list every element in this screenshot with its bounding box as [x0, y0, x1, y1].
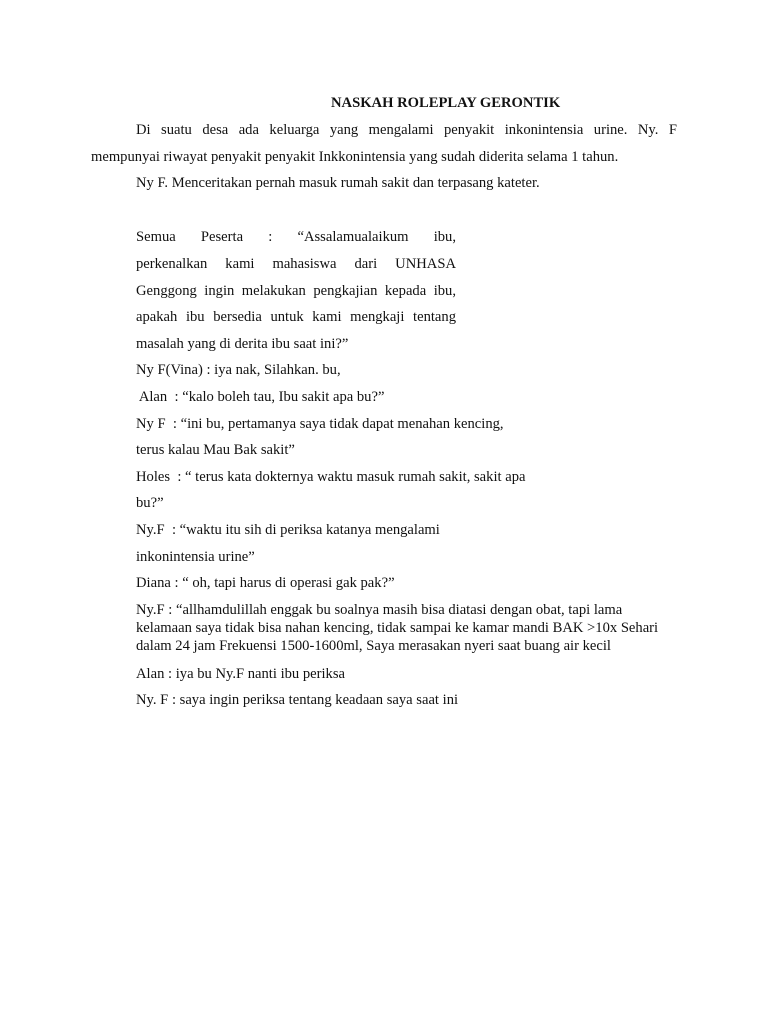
- page-title: NASKAH ROLEPLAY GERONTIK: [331, 95, 561, 111]
- dialogue-nyf-3: Ny.F : “allhamdulillah enggak bu soalnya masih bisa diatasi dengan obat, tapi lama kelamaan saya tidak bisa nahan kencing, tidak sampai ke kamar mandi BAK >10x Sehari dalam 24 jam Frekuensi 1500-1600ml, Saya merasakan nyeri saat buang air kecil: [136, 602, 659, 654]
- dialogue-semua-line-4: apakah ibu bersedia untuk kami mengkaji tentang: [136, 309, 456, 325]
- dialogue-semua-line-3: Genggong ingin melakukan pengkajian kepada ibu,: [136, 283, 456, 299]
- intro-line-1: Di suatu desa ada keluarga yang mengalami penyakit inkonintensia urine. Ny. F: [136, 122, 677, 138]
- dialogue-holes-line-1: Holes : “ terus kata dokternya waktu masuk rumah sakit, sakit apa: [136, 469, 526, 485]
- dialogue-nyf-1-line-1: Ny F : “ini bu, pertamanya saya tidak dapat menahan kencing,: [136, 416, 504, 432]
- intro-line-2: mempunyai riwayat penyakit penyakit Inkkonintensia yang sudah diderita selama 1 tahun.: [91, 149, 619, 165]
- intro-line-3: Ny F. Menceritakan pernah masuk rumah sakit dan terpasang kateter.: [136, 175, 540, 191]
- dialogue-semua-line-5: masalah yang di derita ibu saat ini?”: [136, 336, 349, 352]
- dialogue-alan-2: Alan : iya bu Ny.F nanti ibu periksa: [136, 666, 346, 682]
- dialogue-diana: Diana : “ oh, tapi harus di operasi gak pak?”: [136, 575, 395, 591]
- dialogue-nyf-2-line-1: Ny.F : “waktu itu sih di periksa katanya mengalami: [136, 522, 440, 538]
- dialogue-semua-line-2: perkenalkan kami mahasiswa dari UNHASA: [136, 256, 456, 272]
- dialogue-alan-1: Alan : “kalo boleh tau, Ibu sakit apa bu?”: [136, 389, 385, 405]
- dialogue-holes-line-2: bu?”: [136, 495, 164, 511]
- dialogue-nyf-2-line-2: inkonintensia urine”: [136, 549, 255, 565]
- dialogue-nyf-4: Ny. F : saya ingin periksa tentang keadaan saya saat ini: [136, 692, 459, 708]
- dialogue-nyf-1-line-2: terus kalau Mau Bak sakit”: [136, 442, 295, 458]
- dialogue-semua-line-1: Semua Peserta : “Assalamualaikum ibu,: [136, 229, 456, 245]
- dialogue-nyf-vina: Ny F(Vina) : iya nak, Silahkan. bu,: [136, 362, 341, 378]
